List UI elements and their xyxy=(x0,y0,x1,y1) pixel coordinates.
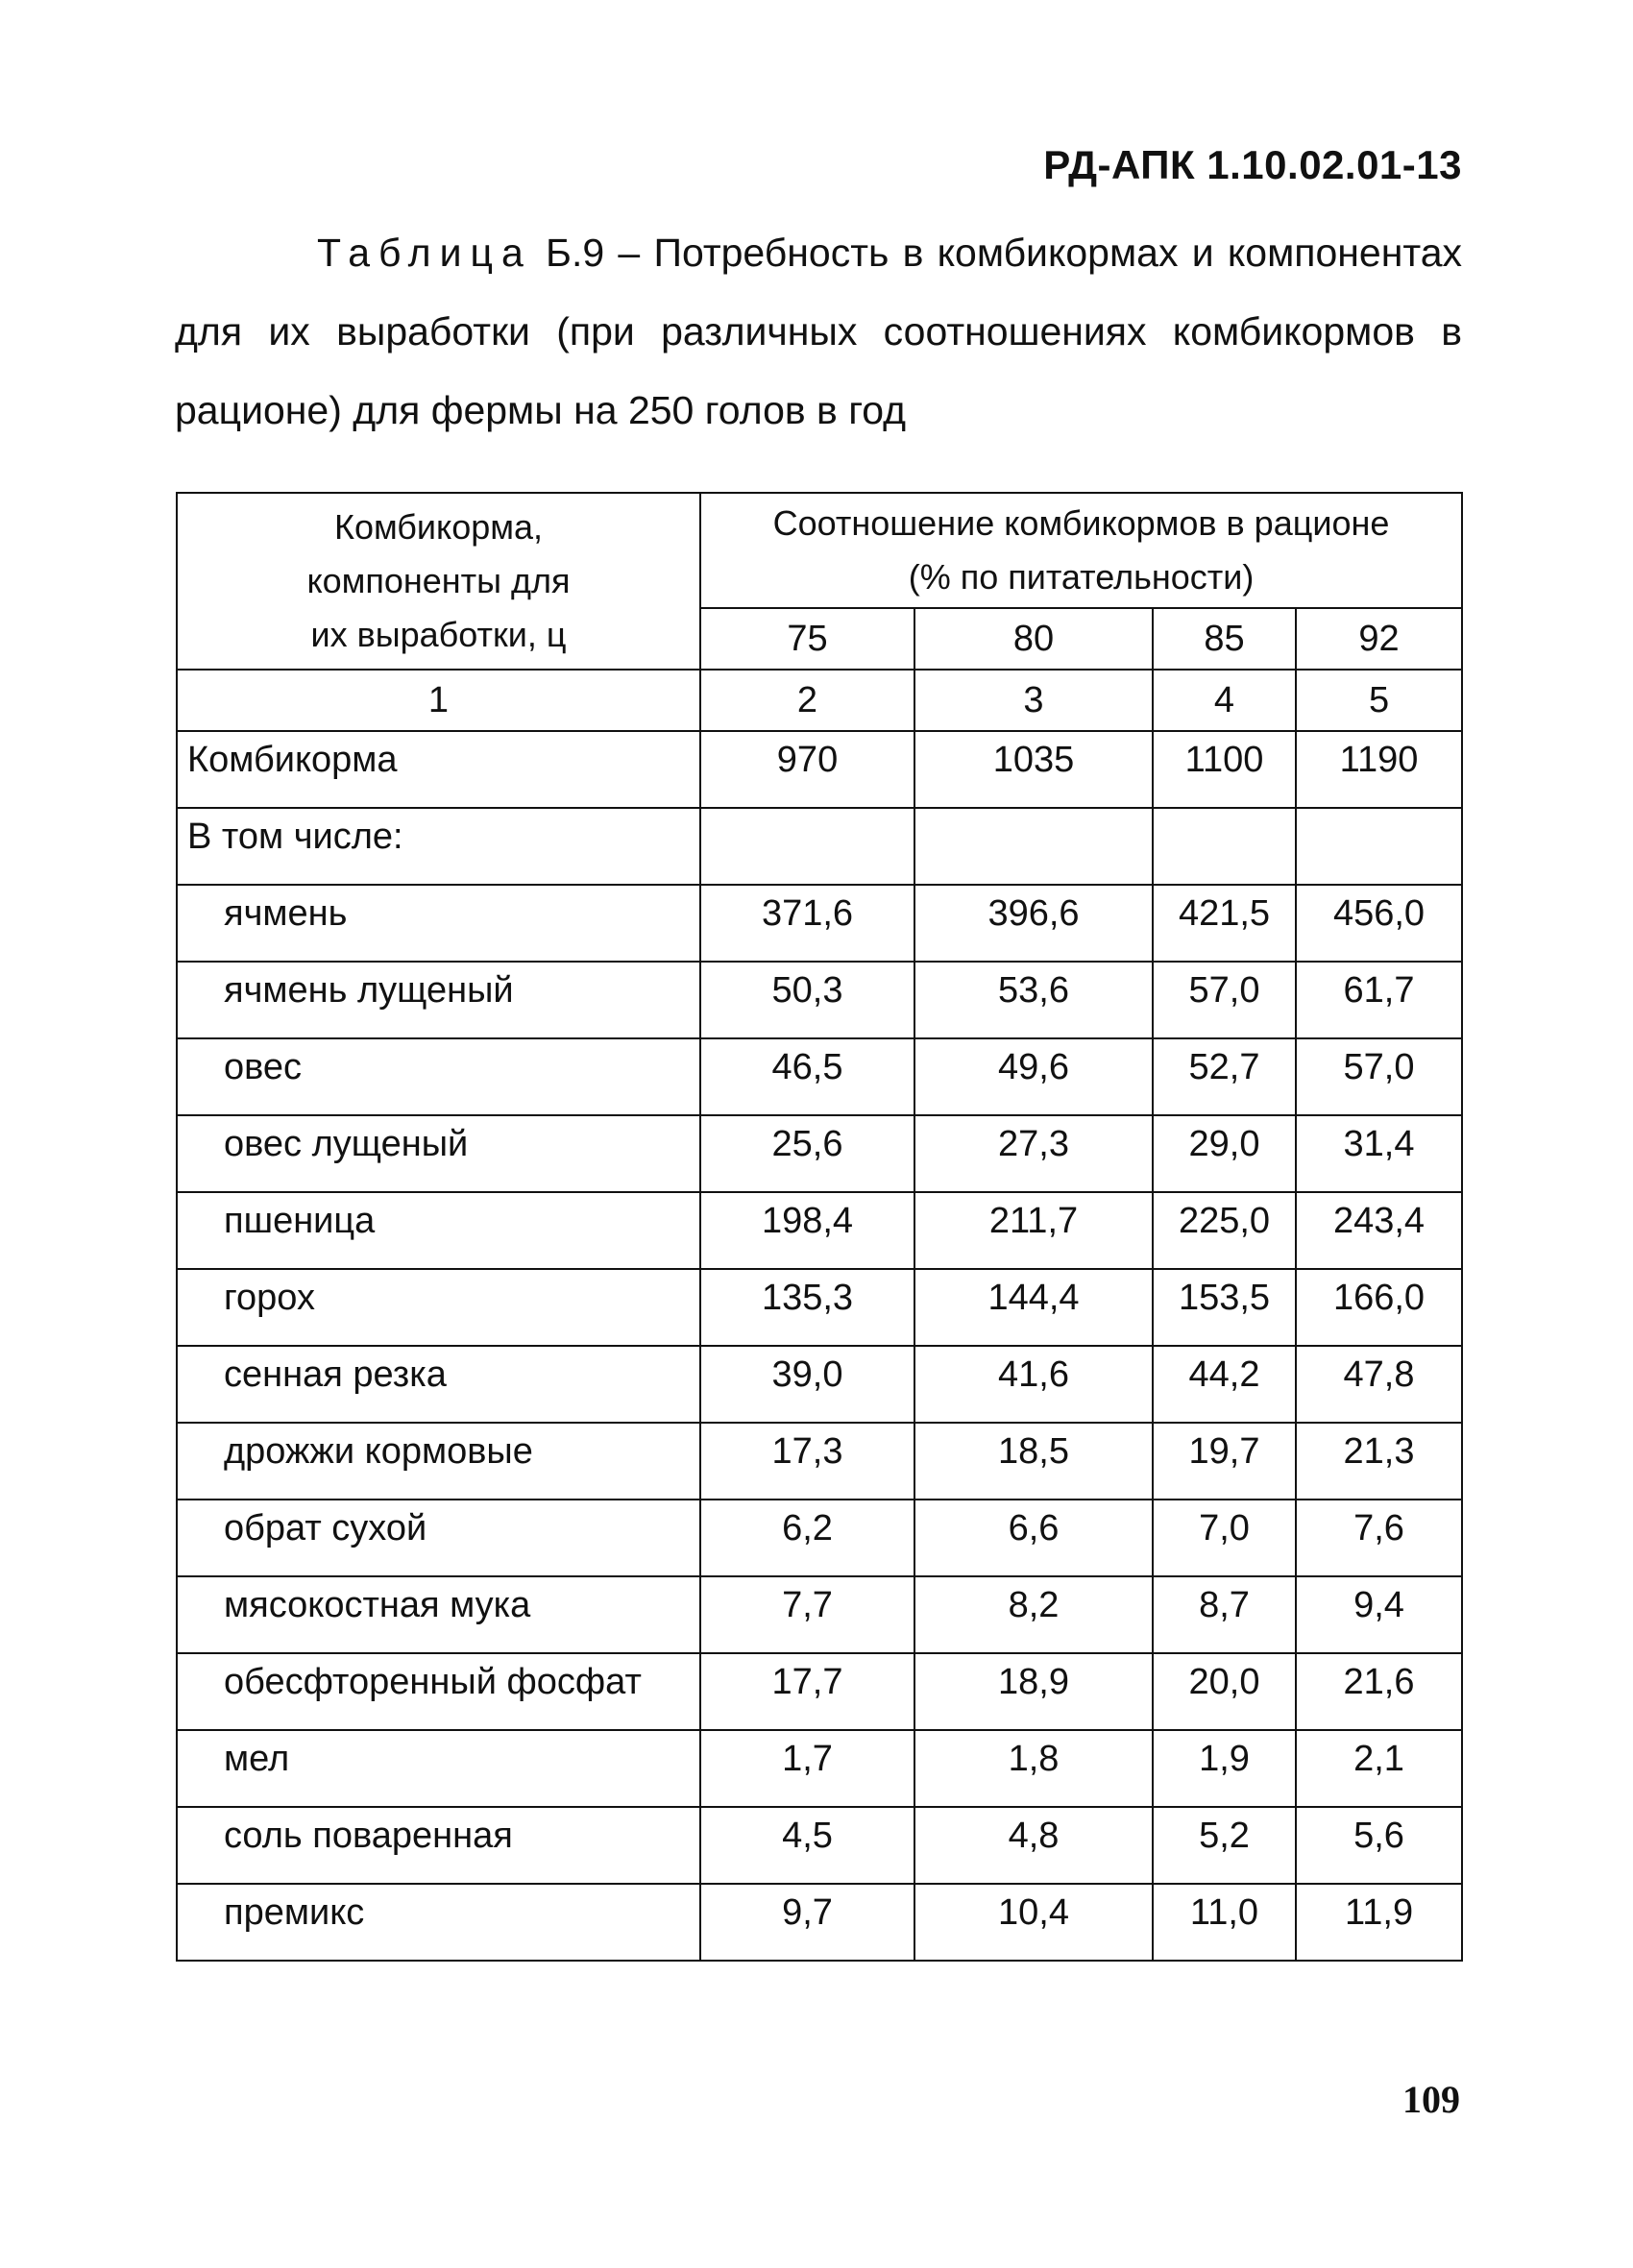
value-cell: 1,9 xyxy=(1153,1730,1296,1807)
value-cell: 52,7 xyxy=(1153,1038,1296,1115)
table-row xyxy=(177,885,1462,962)
header-ratio-line2: (% по питательности) xyxy=(908,557,1255,597)
header-ratio-group xyxy=(700,493,1462,608)
value-cell: 198,4 xyxy=(700,1192,914,1269)
value-cell: 1190 xyxy=(1296,731,1462,808)
value-cell: 8,7 xyxy=(1153,1576,1296,1653)
row-label: В том числе: xyxy=(177,808,700,885)
row-label: дрожжи кормовые xyxy=(177,1423,700,1500)
value-cell: 2,1 xyxy=(1296,1730,1462,1807)
row-label: обрат сухой xyxy=(177,1500,700,1576)
table-row xyxy=(177,1653,1462,1730)
value-cell: 8,2 xyxy=(914,1576,1153,1653)
header-percent: 92 xyxy=(1296,608,1462,670)
header-percent: 85 xyxy=(1153,608,1296,670)
value-cell: 5,2 xyxy=(1153,1807,1296,1884)
row-label: пшеница xyxy=(177,1192,700,1269)
value-cell: 225,0 xyxy=(1153,1192,1296,1269)
value-cell xyxy=(1153,808,1296,885)
value-cell: 50,3 xyxy=(700,962,914,1038)
row-label: мел xyxy=(177,1730,700,1807)
value-cell xyxy=(1296,808,1462,885)
value-cell: 49,6 xyxy=(914,1038,1153,1115)
header-percent: 75 xyxy=(700,608,914,670)
header-components: Комбикорма, компоненты для их выработки, ц xyxy=(177,493,700,670)
value-cell: 18,5 xyxy=(914,1423,1153,1500)
value-cell: 20,0 xyxy=(1153,1653,1296,1730)
table-row xyxy=(177,808,1462,885)
row-label: соль поваренная xyxy=(177,1807,700,1884)
value-cell: 46,5 xyxy=(700,1038,914,1115)
value-cell: 7,6 xyxy=(1296,1500,1462,1576)
header-ratio-line1: Соотношение комбикормов в рационе xyxy=(772,503,1390,543)
table-row xyxy=(177,1500,1462,1576)
value-cell: 41,6 xyxy=(914,1346,1153,1423)
table-row xyxy=(177,731,1462,808)
value-cell: 44,2 xyxy=(1153,1346,1296,1423)
caption-text: Б.9 – Потребность в комбикормах и компонентах для их выработки (при различных соотношениях комбикормов в рационе) для фермы на 250 голов в год xyxy=(175,231,1462,432)
value-cell: 153,5 xyxy=(1153,1269,1296,1346)
row-label: горох xyxy=(177,1269,700,1346)
value-cell: 25,6 xyxy=(700,1115,914,1192)
column-number: 4 xyxy=(1153,670,1296,731)
value-cell: 456,0 xyxy=(1296,885,1462,962)
table-row xyxy=(177,1192,1462,1269)
row-label: обесфторенный фосфат xyxy=(177,1653,700,1730)
value-cell: 47,8 xyxy=(1296,1346,1462,1423)
value-cell: 17,7 xyxy=(700,1653,914,1730)
value-cell: 970 xyxy=(700,731,914,808)
header-percent: 80 xyxy=(914,608,1153,670)
value-cell: 7,7 xyxy=(700,1576,914,1653)
row-label: мясокостная мука xyxy=(177,1576,700,1653)
value-cell: 17,3 xyxy=(700,1423,914,1500)
table-row xyxy=(177,1269,1462,1346)
value-cell: 53,6 xyxy=(914,962,1153,1038)
table-row xyxy=(177,1576,1462,1653)
column-number: 3 xyxy=(914,670,1153,731)
feed-requirements-table xyxy=(176,492,1463,1962)
row-label: премикс xyxy=(177,1884,700,1961)
value-cell: 21,6 xyxy=(1296,1653,1462,1730)
row-label: Комбикорма xyxy=(177,731,700,808)
value-cell: 29,0 xyxy=(1153,1115,1296,1192)
table-row xyxy=(177,1038,1462,1115)
table-row xyxy=(177,1730,1462,1807)
value-cell xyxy=(700,808,914,885)
value-cell: 61,7 xyxy=(1296,962,1462,1038)
value-cell: 144,4 xyxy=(914,1269,1153,1346)
value-cell: 4,5 xyxy=(700,1807,914,1884)
value-cell: 18,9 xyxy=(914,1653,1153,1730)
table-row xyxy=(177,1807,1462,1884)
value-cell: 39,0 xyxy=(700,1346,914,1423)
value-cell: 11,0 xyxy=(1153,1884,1296,1961)
value-cell: 371,6 xyxy=(700,885,914,962)
table-row xyxy=(177,1423,1462,1500)
row-label: овес лущеный xyxy=(177,1115,700,1192)
value-cell: 4,8 xyxy=(914,1807,1153,1884)
value-cell: 135,3 xyxy=(700,1269,914,1346)
column-number: 5 xyxy=(1296,670,1462,731)
value-cell: 5,6 xyxy=(1296,1807,1462,1884)
value-cell: 9,7 xyxy=(700,1884,914,1961)
value-cell: 7,0 xyxy=(1153,1500,1296,1576)
value-cell: 396,6 xyxy=(914,885,1153,962)
table-row xyxy=(177,1346,1462,1423)
table-caption xyxy=(175,213,1462,450)
value-cell: 57,0 xyxy=(1296,1038,1462,1115)
value-cell xyxy=(914,808,1153,885)
document-code: РД-АПК 1.10.02.01-13 xyxy=(1043,142,1462,187)
row-label: ячмень xyxy=(177,885,700,962)
value-cell: 421,5 xyxy=(1153,885,1296,962)
value-cell: 166,0 xyxy=(1296,1269,1462,1346)
value-cell: 6,6 xyxy=(914,1500,1153,1576)
column-number: 2 xyxy=(700,670,914,731)
value-cell: 9,4 xyxy=(1296,1576,1462,1653)
page-number: 109 xyxy=(1402,2078,1460,2121)
row-label: овес xyxy=(177,1038,700,1115)
table-container xyxy=(176,492,1461,1962)
row-label: ячмень лущеный xyxy=(177,962,700,1038)
value-cell: 10,4 xyxy=(914,1884,1153,1961)
table-row xyxy=(177,1884,1462,1961)
value-cell: 6,2 xyxy=(700,1500,914,1576)
value-cell: 21,3 xyxy=(1296,1423,1462,1500)
value-cell: 57,0 xyxy=(1153,962,1296,1038)
value-cell: 31,4 xyxy=(1296,1115,1462,1192)
value-cell: 211,7 xyxy=(914,1192,1153,1269)
value-cell: 1,8 xyxy=(914,1730,1153,1807)
value-cell: 1,7 xyxy=(700,1730,914,1807)
value-cell: 1035 xyxy=(914,731,1153,808)
value-cell: 27,3 xyxy=(914,1115,1153,1192)
table-row xyxy=(177,962,1462,1038)
value-cell: 1100 xyxy=(1153,731,1296,808)
table-row xyxy=(177,1115,1462,1192)
column-number: 1 xyxy=(177,670,700,731)
value-cell: 243,4 xyxy=(1296,1192,1462,1269)
caption-label: Таблица xyxy=(317,231,532,275)
table-body xyxy=(177,731,1462,1961)
value-cell: 11,9 xyxy=(1296,1884,1462,1961)
row-label: сенная резка xyxy=(177,1346,700,1423)
value-cell: 19,7 xyxy=(1153,1423,1296,1500)
